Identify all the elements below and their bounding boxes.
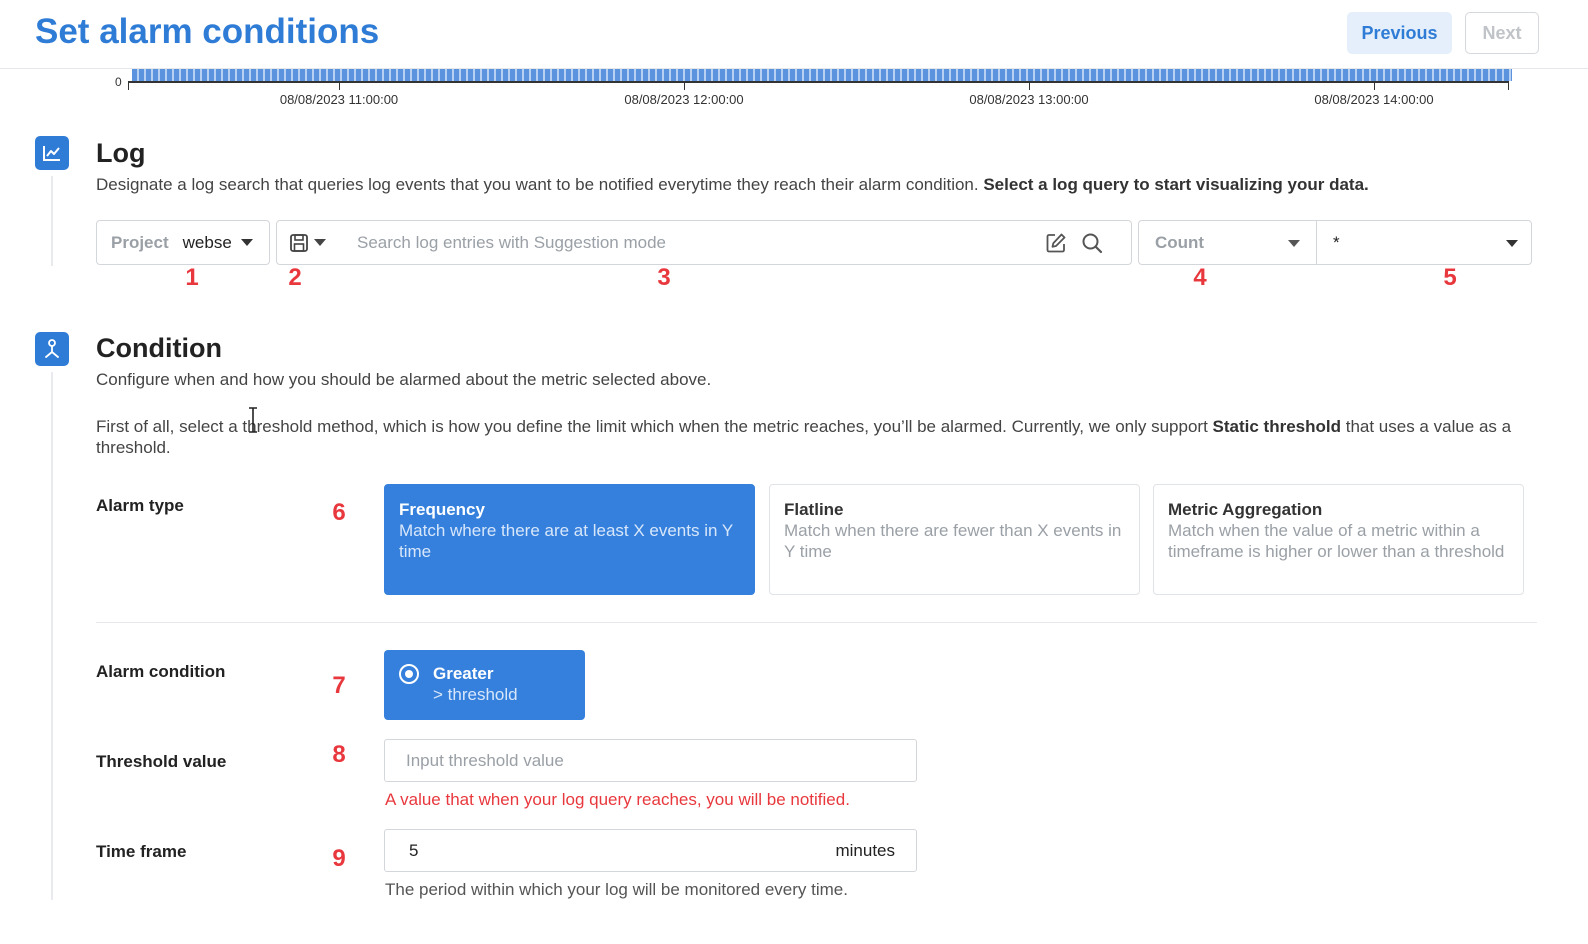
project-select[interactable] xyxy=(96,220,270,265)
histogram-bars xyxy=(132,69,1512,81)
alarm-condition-greater[interactable] xyxy=(384,650,585,720)
annotation-number: 7 xyxy=(332,672,346,699)
section-divider xyxy=(96,622,1537,623)
alarm-type-title: Frequency xyxy=(399,500,485,519)
log-description-text: Designate a log search that queries log events that you want to be notified everytime they reach their alarm condition. xyxy=(96,175,984,194)
annotation-number: 3 xyxy=(657,264,671,291)
aggregation-select[interactable] xyxy=(1139,221,1317,264)
condition-section-description: Configure when and how you should be alarmed about the metric selected above. xyxy=(96,370,712,389)
histogram-tick-label: 08/08/2023 14:00:00 xyxy=(1314,92,1434,107)
histogram-tick-label: 08/08/2023 12:00:00 xyxy=(624,92,744,107)
annotation-number: 9 xyxy=(332,845,346,872)
line-chart-icon xyxy=(35,136,69,170)
threshold-value-input[interactable] xyxy=(406,751,895,771)
histogram-zero-label: 0 xyxy=(115,75,122,89)
histogram-tick xyxy=(128,81,129,90)
page-header xyxy=(0,0,1588,69)
histogram-tick-label: 08/08/2023 13:00:00 xyxy=(969,92,1089,107)
alarm-type-description: Match when there are fewer than X events in Y time xyxy=(784,521,1122,561)
log-description-bold: Select a log query to start visualizing your data. xyxy=(983,175,1369,194)
time-frame-field xyxy=(384,829,917,872)
threshold-method-intro xyxy=(96,416,1536,458)
next-button[interactable]: Next xyxy=(1465,12,1539,54)
floppy-disk-icon xyxy=(289,233,309,253)
time-frame-unit: minutes xyxy=(835,840,895,860)
alarm-type-frequency[interactable] xyxy=(384,484,755,595)
log-histogram xyxy=(0,69,1588,114)
threshold-value-field xyxy=(384,739,917,782)
field-value: * xyxy=(1333,232,1340,252)
annotation-number: 2 xyxy=(288,264,302,291)
previous-button[interactable]: Previous xyxy=(1347,12,1452,54)
project-label: Project xyxy=(111,232,169,252)
aggregation-control xyxy=(1138,220,1532,265)
chevron-down-icon xyxy=(314,239,326,246)
log-search-input[interactable] xyxy=(357,233,1037,253)
log-search-field xyxy=(337,220,1132,265)
intro-text: that uses a value as a threshold. xyxy=(96,417,1512,457)
annotation-number: 8 xyxy=(332,741,346,768)
text-cursor-icon xyxy=(248,407,258,433)
condition-section-title: Condition xyxy=(96,333,222,363)
log-section-description xyxy=(96,174,1369,195)
intro-text: First of all, select a threshold method, which is how you define the limit which when the metric reaches, you’ll be alarmed. Currently, we only support xyxy=(96,417,1213,436)
alarm-type-metric-aggregation[interactable] xyxy=(1153,484,1524,595)
project-value: webse xyxy=(182,232,232,252)
histogram-tick xyxy=(1374,81,1375,90)
alarm-type-title: Metric Aggregation xyxy=(1168,500,1323,519)
alarm-condition-description: > threshold xyxy=(433,685,518,704)
time-frame-label: Time frame xyxy=(96,842,187,861)
time-frame-input[interactable] xyxy=(409,841,835,861)
chevron-down-icon xyxy=(1506,240,1518,247)
annotation-number: 4 xyxy=(1193,264,1207,291)
branch-icon xyxy=(35,332,69,366)
annotation-number: 5 xyxy=(1443,264,1457,291)
threshold-value-label: Threshold value xyxy=(96,752,227,771)
alarm-condition-label: Alarm condition xyxy=(96,662,226,681)
alarm-type-title: Flatline xyxy=(784,500,844,519)
histogram-tick xyxy=(1508,81,1509,90)
alarm-type-description: Match when the value of a metric within a timeframe is higher or lower than a threshold xyxy=(1168,521,1505,561)
annotation-number: 6 xyxy=(332,499,346,526)
condition-section-rail xyxy=(51,372,53,900)
annotation-number: 1 xyxy=(185,264,199,291)
histogram-axis xyxy=(128,81,1509,83)
time-frame-help-text: The period within which your log will be monitored every time. xyxy=(385,880,848,899)
page-title: Set alarm conditions xyxy=(35,12,380,51)
field-select[interactable] xyxy=(1317,221,1531,264)
histogram-tick-label: 08/08/2023 11:00:00 xyxy=(279,92,399,107)
alarm-type-flatline[interactable] xyxy=(769,484,1140,595)
intro-bold: Static threshold xyxy=(1212,417,1341,436)
log-section-rail xyxy=(51,176,53,266)
search-icon[interactable] xyxy=(1081,232,1103,254)
radio-selected-icon xyxy=(399,664,419,684)
edit-icon[interactable] xyxy=(1045,232,1067,254)
threshold-help-text: A value that when your log query reaches, you will be notified. xyxy=(385,790,850,809)
aggregation-value: Count xyxy=(1155,232,1205,252)
chevron-down-icon xyxy=(241,239,253,246)
saved-queries-button[interactable] xyxy=(276,220,338,265)
alarm-type-description: Match where there are at least X events in Y time xyxy=(399,521,733,561)
histogram-tick xyxy=(1029,81,1030,90)
chevron-down-icon xyxy=(1288,240,1300,247)
alarm-condition-title: Greater xyxy=(433,664,494,683)
alarm-type-label: Alarm type xyxy=(96,496,184,515)
histogram-tick xyxy=(339,81,340,90)
histogram-tick xyxy=(684,81,685,90)
log-section-title: Log xyxy=(96,138,146,168)
